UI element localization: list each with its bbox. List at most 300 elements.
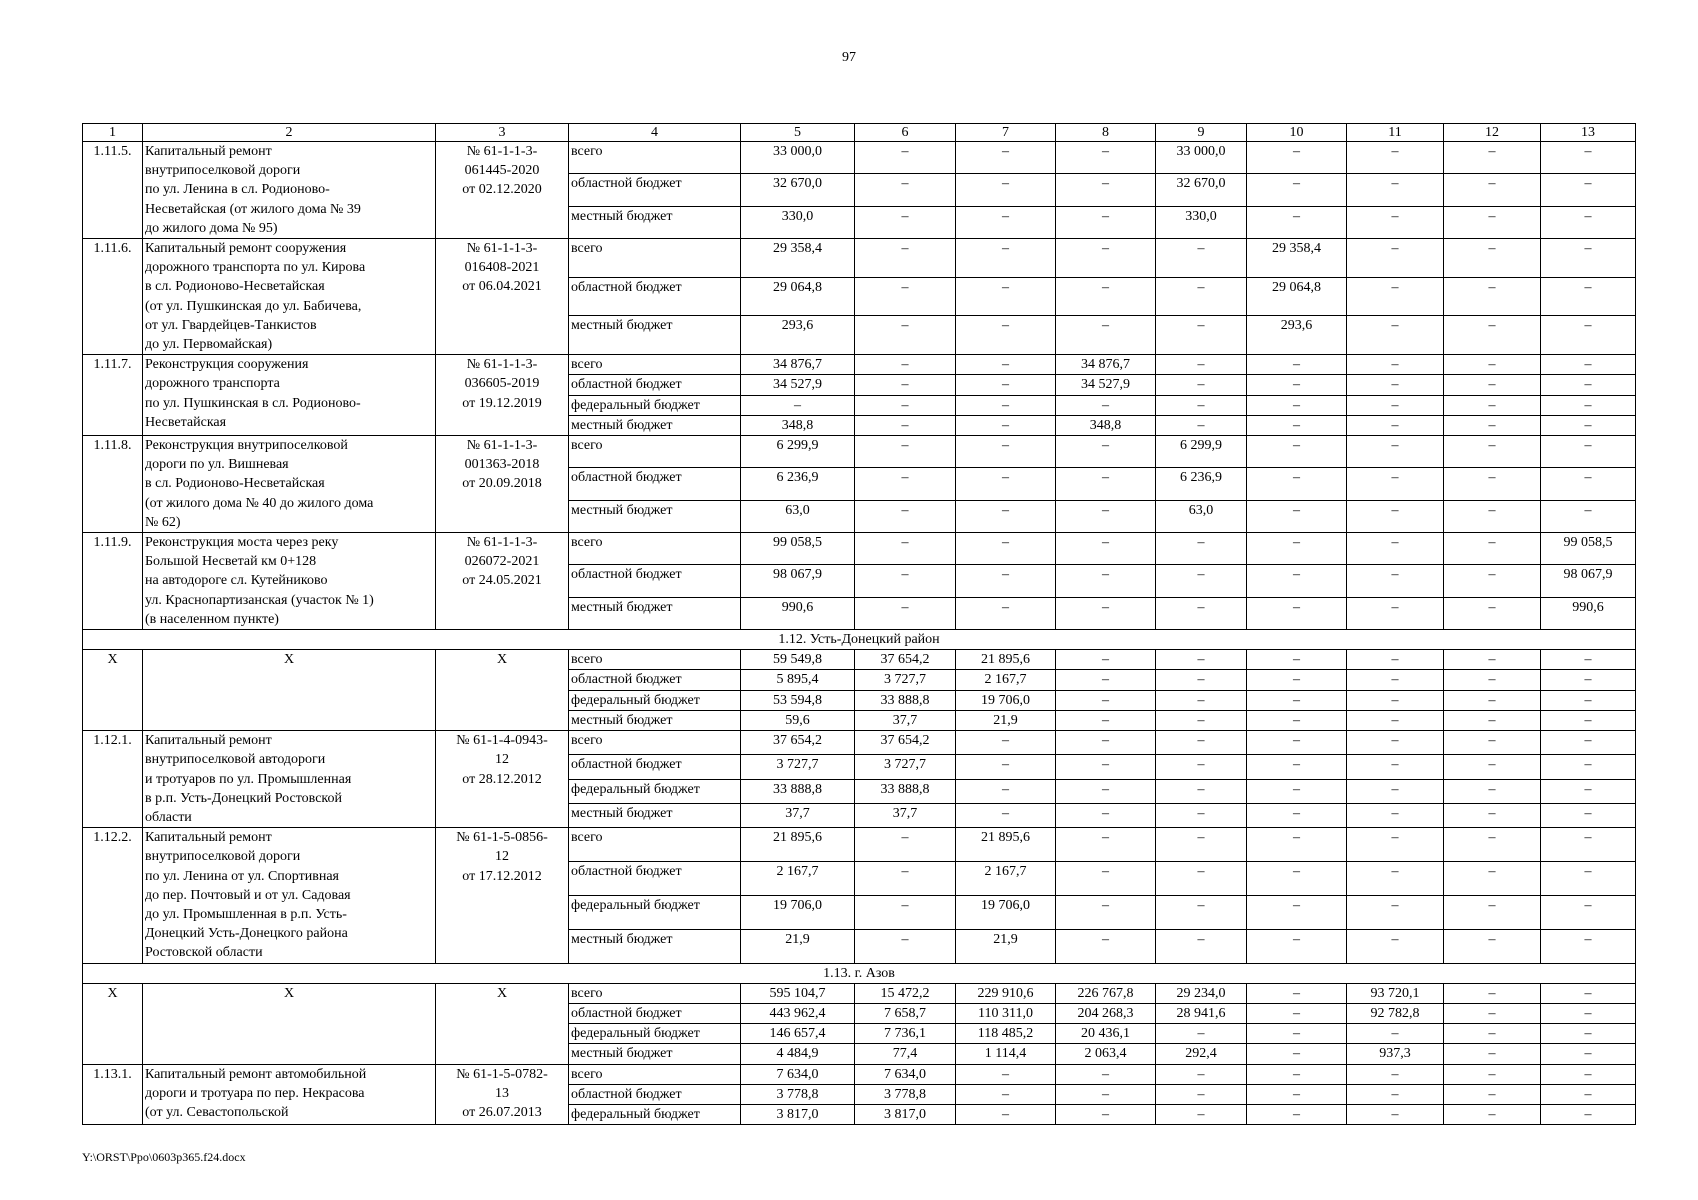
year-amount: – <box>1056 803 1156 827</box>
year-amount: 990,6 <box>1541 597 1636 629</box>
object-name-line: дорожного транспорта <box>145 376 280 392</box>
object-name-line: (от ул. Севастопольской <box>145 1104 289 1120</box>
year-amount: – <box>1156 895 1247 929</box>
year-amount: 21 895,6 <box>956 828 1056 862</box>
year-amount: – <box>956 316 1056 355</box>
year-amount: – <box>1444 1003 1541 1023</box>
column-number: 7 <box>956 124 1056 142</box>
year-amount: – <box>1444 239 1541 278</box>
year-amount: – <box>855 395 956 415</box>
year-amount: – <box>1247 436 1347 468</box>
year-amount: – <box>1056 670 1156 690</box>
object-name-line: Реконструкция сооружения <box>145 357 309 373</box>
item-number: 1.11.5. <box>83 142 143 239</box>
expertise-document <box>436 239 569 355</box>
total-amount: 6 236,9 <box>741 468 855 500</box>
object-name-line: до жилого дома № 95) <box>145 220 278 236</box>
year-amount: – <box>1444 690 1541 710</box>
object-name-line: от ул. Гвардейцев-Танкистов <box>145 317 317 333</box>
year-amount: – <box>1156 650 1247 670</box>
year-amount: – <box>1444 468 1541 500</box>
year-amount: – <box>956 142 1056 174</box>
year-amount: 292,4 <box>1156 1044 1247 1064</box>
year-amount: – <box>1541 142 1636 174</box>
year-amount: – <box>1056 239 1156 278</box>
year-amount: – <box>1156 803 1247 827</box>
year-amount: – <box>1347 277 1444 316</box>
year-amount: – <box>1444 1104 1541 1124</box>
funding-source: федеральный бюджет <box>569 1104 741 1124</box>
year-amount: – <box>1247 929 1347 963</box>
funding-source: федеральный бюджет <box>569 1024 741 1044</box>
year-amount: 2 167,7 <box>956 861 1056 895</box>
total-amount: 34 876,7 <box>741 355 855 375</box>
item-number: 1.11.8. <box>83 436 143 533</box>
year-amount: – <box>1541 395 1636 415</box>
year-amount: – <box>1056 436 1156 468</box>
year-amount: – <box>1347 690 1444 710</box>
year-amount: – <box>1541 803 1636 827</box>
item-number: 1.13.1. <box>83 1064 143 1125</box>
year-amount: – <box>1056 316 1156 355</box>
year-amount: 98 067,9 <box>1541 565 1636 597</box>
year-amount: – <box>1247 565 1347 597</box>
object-name <box>143 239 436 355</box>
year-amount: – <box>1347 1084 1444 1104</box>
year-amount: – <box>1347 239 1444 278</box>
year-amount: – <box>1444 983 1541 1003</box>
item-number: 1.11.7. <box>83 355 143 436</box>
year-amount: – <box>1156 239 1247 278</box>
funding-source: федеральный бюджет <box>569 779 741 803</box>
year-amount: – <box>1247 861 1347 895</box>
funding-source: местный бюджет <box>569 929 741 963</box>
year-amount: – <box>1056 1104 1156 1124</box>
table-row <box>83 436 1636 468</box>
year-amount: – <box>1541 1044 1636 1064</box>
funding-source: всего <box>569 1064 741 1084</box>
year-amount: – <box>855 500 956 532</box>
year-amount: – <box>1247 670 1347 690</box>
funding-source: местный бюджет <box>569 803 741 827</box>
object-name-line: X <box>283 652 295 668</box>
year-amount: 33 000,0 <box>1156 142 1247 174</box>
funding-source: местный бюджет <box>569 316 741 355</box>
year-amount: 33 888,8 <box>855 779 956 803</box>
year-amount: 3 727,7 <box>855 670 956 690</box>
funding-source: всего <box>569 142 741 174</box>
object-name-line: Ростовской области <box>145 945 263 961</box>
year-amount: – <box>956 174 1056 206</box>
year-amount: – <box>956 533 1056 565</box>
year-amount: – <box>1347 1064 1444 1084</box>
year-amount: – <box>1156 929 1247 963</box>
total-amount: 5 895,4 <box>741 670 855 690</box>
year-amount: 19 706,0 <box>956 690 1056 710</box>
year-amount: 7 736,1 <box>855 1024 956 1044</box>
year-amount: – <box>1156 375 1247 395</box>
year-amount: – <box>1247 500 1347 532</box>
year-amount: – <box>1444 731 1541 755</box>
total-amount: 29 358,4 <box>741 239 855 278</box>
expertise-document <box>436 533 569 630</box>
funding-source: областной бюджет <box>569 565 741 597</box>
document-line: X <box>496 652 508 668</box>
funding-source: областной бюджет <box>569 277 741 316</box>
year-amount: – <box>1056 206 1156 238</box>
object-name-line: Несветайская <box>145 414 227 430</box>
object-name-line: (в населенном пункте) <box>145 611 279 627</box>
year-amount: – <box>1541 755 1636 779</box>
expertise-document <box>436 436 569 533</box>
total-amount: 4 484,9 <box>741 1044 855 1064</box>
year-amount: 37,7 <box>855 710 956 730</box>
year-amount: – <box>956 468 1056 500</box>
year-amount: 1 114,4 <box>956 1044 1056 1064</box>
object-name-line: (от ул. Пушкинская до ул. Бабичева, <box>145 298 362 314</box>
object-name-line: дороги и тротуара по пер. Некрасова <box>145 1085 365 1101</box>
year-amount: – <box>1541 277 1636 316</box>
total-amount: 348,8 <box>741 415 855 435</box>
funding-source: всего <box>569 983 741 1003</box>
year-amount: – <box>855 597 956 629</box>
year-amount: – <box>1541 1024 1636 1044</box>
funding-source: областной бюджет <box>569 861 741 895</box>
table-row <box>83 731 1636 755</box>
year-amount: – <box>956 415 1056 435</box>
object-name-line: внутрипоселковой автодороги <box>145 752 326 768</box>
expertise-document <box>436 828 569 963</box>
document-line: № 61-1-5-0856- <box>456 830 548 846</box>
year-amount: – <box>1541 650 1636 670</box>
document-line: от 02.12.2020 <box>462 182 542 198</box>
year-amount: 37 654,2 <box>855 731 956 755</box>
year-amount: – <box>1541 355 1636 375</box>
year-amount: – <box>1444 565 1541 597</box>
total-amount: 99 058,5 <box>741 533 855 565</box>
total-amount: 330,0 <box>741 206 855 238</box>
document-line: № 61-1-1-3- <box>466 241 538 257</box>
table-row <box>83 1064 1636 1084</box>
document-line: 016408-2021 <box>464 260 540 276</box>
document-line: от 17.12.2012 <box>462 868 542 884</box>
total-amount: 443 962,4 <box>741 1003 855 1023</box>
item-number: 1.12.1. <box>83 731 143 828</box>
document-line: № 61-1-1-3- <box>466 438 538 454</box>
year-amount: – <box>855 174 956 206</box>
object-name-line: Капитальный ремонт <box>145 733 272 749</box>
table-row <box>83 355 1636 375</box>
document-line: № 61-1-1-3- <box>466 357 538 373</box>
year-amount: – <box>1444 861 1541 895</box>
year-amount: – <box>1347 755 1444 779</box>
object-name-line: Капитальный ремонт сооружения <box>145 241 347 257</box>
year-amount: – <box>956 597 1056 629</box>
year-amount: – <box>1247 395 1347 415</box>
year-amount: – <box>1156 395 1247 415</box>
total-amount: 32 670,0 <box>741 174 855 206</box>
year-amount: – <box>1247 533 1347 565</box>
year-amount: – <box>855 206 956 238</box>
year-amount: – <box>1247 1044 1347 1064</box>
year-amount: – <box>956 1104 1056 1124</box>
object-name <box>143 731 436 828</box>
year-amount: – <box>1444 710 1541 730</box>
year-amount: – <box>1541 239 1636 278</box>
document-line: 036605-2019 <box>464 376 540 392</box>
year-amount: – <box>1541 316 1636 355</box>
year-amount: – <box>1541 779 1636 803</box>
document-line: № 61-1-4-0943- <box>456 733 548 749</box>
year-amount: – <box>855 436 956 468</box>
object-name <box>143 650 436 731</box>
year-amount: – <box>1347 779 1444 803</box>
total-amount: 3 817,0 <box>741 1104 855 1124</box>
funding-source: местный бюджет <box>569 710 741 730</box>
year-amount: – <box>956 1064 1056 1084</box>
column-number: 13 <box>1541 124 1636 142</box>
year-amount: 110 311,0 <box>956 1003 1056 1023</box>
year-amount: – <box>1056 895 1156 929</box>
document-line: 12 <box>495 752 509 768</box>
column-number-row <box>83 124 1636 142</box>
column-number: 1 <box>83 124 143 142</box>
year-amount: 63,0 <box>1156 500 1247 532</box>
year-amount: – <box>956 731 1056 755</box>
year-amount: – <box>1056 277 1156 316</box>
funding-source: областной бюджет <box>569 1003 741 1023</box>
document-line: от 19.12.2019 <box>462 395 542 411</box>
funding-source: всего <box>569 239 741 278</box>
year-amount: 20 436,1 <box>1056 1024 1156 1044</box>
object-name-line: (от жилого дома № 40 до жилого дома <box>145 495 374 511</box>
document-line: от 20.09.2018 <box>462 476 542 492</box>
year-amount: – <box>1541 468 1636 500</box>
table-row <box>83 533 1636 565</box>
total-amount: 53 594,8 <box>741 690 855 710</box>
year-amount: – <box>1347 415 1444 435</box>
year-amount: – <box>1541 828 1636 862</box>
year-amount: – <box>1541 375 1636 395</box>
object-name-line: по ул. Ленина в сл. Родионово- <box>145 182 330 198</box>
object-name-line: внутрипоселковой дороги <box>145 849 301 865</box>
object-name-line: № 62) <box>145 514 181 530</box>
year-amount: – <box>1347 395 1444 415</box>
year-amount: – <box>855 828 956 862</box>
object-name-line: и тротуаров по ул. Промышленная <box>145 771 352 787</box>
funding-source: федеральный бюджет <box>569 895 741 929</box>
year-amount: – <box>1444 174 1541 206</box>
total-amount: 990,6 <box>741 597 855 629</box>
expertise-document <box>436 142 569 239</box>
funding-source: областной бюджет <box>569 174 741 206</box>
year-amount: 293,6 <box>1247 316 1347 355</box>
document-line: от 06.04.2021 <box>462 279 542 295</box>
year-amount: – <box>1541 861 1636 895</box>
year-amount: – <box>1056 828 1156 862</box>
funding-source: всего <box>569 436 741 468</box>
total-amount: 293,6 <box>741 316 855 355</box>
year-amount: – <box>956 803 1056 827</box>
year-amount: 2 167,7 <box>956 670 1056 690</box>
year-amount: – <box>1247 690 1347 710</box>
year-amount: – <box>956 779 1056 803</box>
object-name <box>143 533 436 630</box>
year-amount: 92 782,8 <box>1347 1003 1444 1023</box>
year-amount: – <box>1247 1104 1347 1124</box>
year-amount: – <box>1444 803 1541 827</box>
year-amount: – <box>1156 828 1247 862</box>
year-amount: – <box>956 239 1056 278</box>
year-amount: – <box>1541 436 1636 468</box>
year-amount: 937,3 <box>1347 1044 1444 1064</box>
table-row <box>83 142 1636 174</box>
year-amount: – <box>1444 895 1541 929</box>
year-amount: – <box>1347 803 1444 827</box>
total-amount: 21 895,6 <box>741 828 855 862</box>
item-number: 1.11.9. <box>83 533 143 630</box>
section-row <box>83 963 1636 983</box>
column-number: 4 <box>569 124 741 142</box>
funding-source: областной бюджет <box>569 468 741 500</box>
year-amount: – <box>1156 710 1247 730</box>
year-amount: – <box>1156 731 1247 755</box>
expertise-document <box>436 983 569 1064</box>
year-amount: – <box>1247 779 1347 803</box>
year-amount: – <box>1444 670 1541 690</box>
year-amount: – <box>855 142 956 174</box>
total-amount: – <box>741 395 855 415</box>
year-amount: 29 358,4 <box>1247 239 1347 278</box>
object-name-line: по ул. Ленина от ул. Спортивная <box>145 868 339 884</box>
table-row <box>83 239 1636 278</box>
year-amount: – <box>1156 755 1247 779</box>
year-amount: – <box>1247 468 1347 500</box>
item-number: 1.12.2. <box>83 828 143 963</box>
year-amount: – <box>1247 1003 1347 1023</box>
year-amount: – <box>1156 670 1247 690</box>
year-amount: – <box>1247 983 1347 1003</box>
object-name-line: Капитальный ремонт автомобильной <box>145 1066 367 1082</box>
year-amount: – <box>1347 468 1444 500</box>
object-name <box>143 1064 436 1125</box>
year-amount: 3 778,8 <box>855 1084 956 1104</box>
year-amount: 21,9 <box>956 710 1056 730</box>
year-amount: – <box>1056 142 1156 174</box>
year-amount: – <box>1056 1084 1156 1104</box>
year-amount: – <box>1347 597 1444 629</box>
year-amount: – <box>1444 395 1541 415</box>
year-amount: 229 910,6 <box>956 983 1056 1003</box>
year-amount: – <box>1156 1084 1247 1104</box>
year-amount: – <box>855 415 956 435</box>
year-amount: – <box>1347 929 1444 963</box>
total-amount: 3 727,7 <box>741 755 855 779</box>
document-line: от 28.12.2012 <box>462 771 542 787</box>
year-amount: – <box>1541 710 1636 730</box>
year-amount: – <box>1056 597 1156 629</box>
year-amount: – <box>956 1084 1056 1104</box>
object-name-line: в р.п. Усть-Донецкий Ростовской <box>145 790 343 806</box>
year-amount: – <box>1156 1104 1247 1124</box>
year-amount: – <box>956 395 1056 415</box>
year-amount: – <box>1541 500 1636 532</box>
year-amount: – <box>1444 415 1541 435</box>
year-amount: – <box>1541 929 1636 963</box>
object-name-line: Реконструкция моста через реку <box>145 535 339 551</box>
year-amount: 7 658,7 <box>855 1003 956 1023</box>
year-amount: – <box>1444 1084 1541 1104</box>
year-amount: – <box>1347 670 1444 690</box>
year-amount: – <box>1056 690 1156 710</box>
year-amount: 34 527,9 <box>1056 375 1156 395</box>
column-number: 11 <box>1347 124 1444 142</box>
year-amount: – <box>1444 1024 1541 1044</box>
year-amount: 37 654,2 <box>855 650 956 670</box>
year-amount: – <box>1056 395 1156 415</box>
year-amount: – <box>1541 1064 1636 1084</box>
year-amount: 330,0 <box>1156 206 1247 238</box>
year-amount: 226 767,8 <box>1056 983 1156 1003</box>
total-amount: 7 634,0 <box>741 1064 855 1084</box>
year-amount: – <box>1056 710 1156 730</box>
year-amount: 21,9 <box>956 929 1056 963</box>
expertise-document <box>436 1064 569 1125</box>
year-amount: – <box>1444 277 1541 316</box>
year-amount: – <box>1156 861 1247 895</box>
year-amount: – <box>1347 1024 1444 1044</box>
total-amount: 33 888,8 <box>741 779 855 803</box>
year-amount: – <box>1056 533 1156 565</box>
year-amount: – <box>855 895 956 929</box>
document-line: № 61-1-1-3- <box>466 535 538 551</box>
year-amount: – <box>1247 650 1347 670</box>
document-line: 061445-2020 <box>464 163 540 179</box>
column-number: 2 <box>143 124 436 142</box>
year-amount: – <box>1156 1064 1247 1084</box>
year-amount: 28 941,6 <box>1156 1003 1247 1023</box>
object-name-line: Реконструкция внутрипоселковой <box>145 438 348 454</box>
expertise-document <box>436 731 569 828</box>
funding-source: областной бюджет <box>569 670 741 690</box>
total-amount: 21,9 <box>741 929 855 963</box>
year-amount: – <box>855 565 956 597</box>
year-amount: – <box>1056 755 1156 779</box>
year-amount: – <box>1444 316 1541 355</box>
object-name-line: X <box>283 985 295 1001</box>
total-amount: 29 064,8 <box>741 277 855 316</box>
year-amount: – <box>1541 1104 1636 1124</box>
year-amount: 37,7 <box>855 803 956 827</box>
year-amount: – <box>1444 206 1541 238</box>
table-row <box>83 650 1636 670</box>
year-amount: – <box>1541 895 1636 929</box>
year-amount: – <box>855 277 956 316</box>
object-name-line: до пер. Почтовый и от ул. Садовая <box>145 887 351 903</box>
year-amount: 15 472,2 <box>855 983 956 1003</box>
year-amount: – <box>1347 533 1444 565</box>
year-amount: – <box>1541 1003 1636 1023</box>
year-amount: – <box>1156 277 1247 316</box>
year-amount: – <box>1347 828 1444 862</box>
year-amount: – <box>1156 415 1247 435</box>
year-amount: – <box>855 929 956 963</box>
year-amount: 21 895,6 <box>956 650 1056 670</box>
year-amount: – <box>855 468 956 500</box>
total-amount: 3 778,8 <box>741 1084 855 1104</box>
funding-source: всего <box>569 533 741 565</box>
year-amount: – <box>855 355 956 375</box>
